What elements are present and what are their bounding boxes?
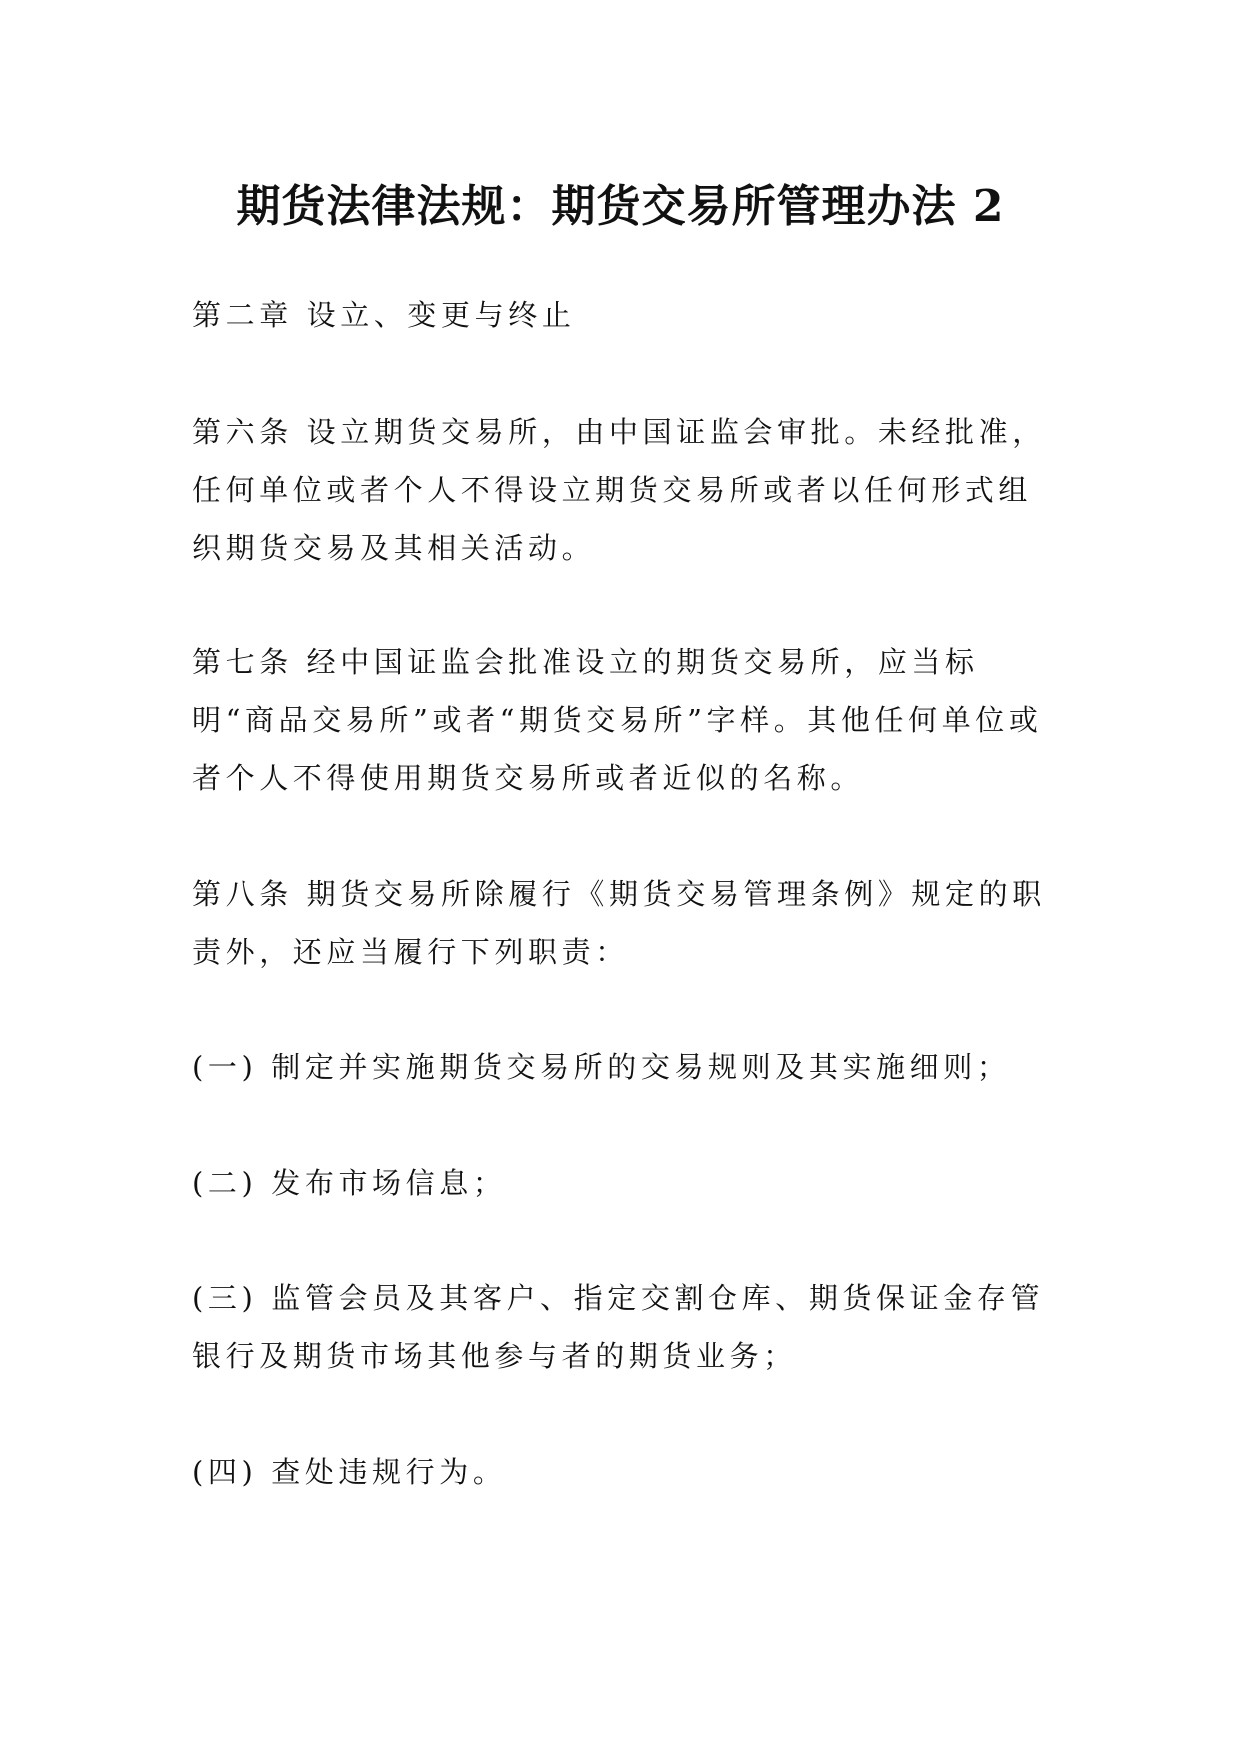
article-7-paragraph: 第七条 经中国证监会批准设立的期货交易所，应当标明“商品交易所”或者“期货交易所”字样。其他任何单位或者个人不得使用期货交易所或者近似的名称。 (192, 645, 1043, 795)
list-item-3: (三) 监管会员及其客户、指定交割仓库、期货保证金存管银行及期货市场其他参与者的期货业务； (192, 1281, 1045, 1373)
list-item-2: (二) 发布市场信息； (192, 1166, 507, 1200)
article-8-paragraph: 第八条 期货交易所除履行《期货交易管理条例》规定的职责外，还应当履行下列职责： (192, 877, 1046, 969)
article-6-paragraph: 第六条 设立期货交易所，由中国证监会审批。未经批准，任何单位或者个人不得设立期货交易所或者以任何形式组织期货交易及其相关活动。 (192, 415, 1046, 565)
list-item-4: (四) 查处违规行为。 (192, 1455, 507, 1489)
list-item-1: (一) 制定并实施期货交易所的交易规则及其实施细则； (192, 1050, 1011, 1084)
document-title: 期货法律法规：期货交易所管理办法 2 (236, 181, 1005, 233)
chapter-heading: 第二章 设立、变更与终止 (192, 298, 576, 332)
